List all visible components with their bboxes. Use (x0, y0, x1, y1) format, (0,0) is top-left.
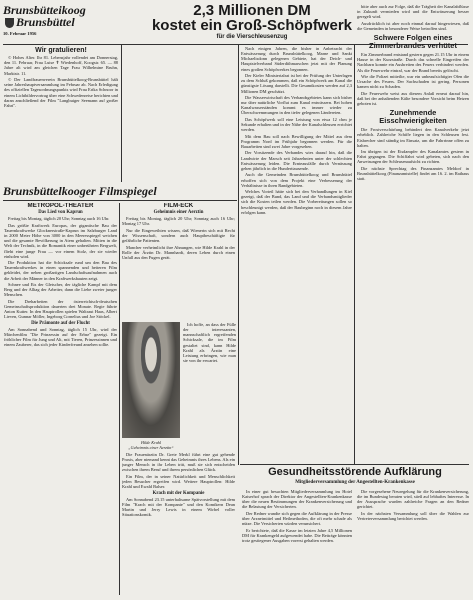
article-text: Die Feuerwehr weist aus diesem Anlaß erneut darauf hin, daß bei der anhaltenden Kälte besondere Vorsicht beim Heizen geboten ist. (357, 90, 469, 107)
article-text: Die nächste Sprechtag des Finanzamtes Meldorf in Brunsbüttelkoog (Finanzamtstelle) findet am 16. 2. im Rathaus statt. (357, 165, 469, 182)
article-text: Im übrigen ist der Eisdampfer des Kanalamtes gestern in Fahrt gegangen. Die Schiffahrt wird gebeten, sich nach den Anweisungen der Schleusenaufsicht zu richten. (357, 149, 469, 165)
metropol-text: Die Produktion hat die Schicksale rund um den Bau des Tauernkraftwerkes in einen spannenden und heiteren Film gekleidet, der neben großartigen Landschaftsaufnahmen auch die Arbeit der Männer in den Kraftwerksbauten zeigt. (4, 260, 117, 281)
filmeck-side-text (183, 322, 236, 442)
issue-date: 10. Februar 1956 (3, 31, 37, 37)
bottom-left-column (242, 489, 352, 595)
filmspiegel-heading: Brunsbüttelkooger Filmspiegel (3, 184, 157, 198)
filmeck-column (122, 203, 235, 320)
filmeck-lower-column (122, 452, 235, 595)
metropol-text: Freitag bis Montag, täglich 20 Uhr; Sonntag auch 16 Uhr. (8, 216, 110, 222)
bottom-right-column (357, 489, 469, 595)
article-text: Das Schöpfwerk soll eine Leistung von etwa 12 cbm je Sekunde erhalten und in der Nähe der Kanalschleusen errichtet werden. (241, 116, 352, 133)
town-crest-icon (5, 18, 14, 28)
article-text: Ein Zimmerbrand entstand gestern gegen 21.15 Uhr in einem Hause in der Kurzstraße. Durch das schnelle Eingreifen der Nachbarn konnte ein Ausbreiten des Feuers verhindert werden. Als die Feuerwehr eintraf, war der Brand bereits gelöscht. (357, 52, 469, 73)
left-top-column (4, 46, 118, 181)
gratulation-heading: Wir gratulieren! (35, 47, 87, 54)
section-rule (3, 200, 237, 201)
metropol-text: Schnee und Eis der Gletscher, der tägliche Kampf mit dem Berg und der Alltag der Arbeiter, dann die Liebe zweier junger Menschen. (4, 282, 117, 298)
article-text: Auch die Gemeinden Brunsbüttelkoog und Brunsbüttel erhoffen sich von dem Projekt eine Verbesserung der Verhältnisse in ihren Randgebieten. (241, 172, 352, 188)
metropol-film-title: Das Lied von Kaprun (38, 210, 83, 216)
fire-heading: Schwere Folgen eines Zimmerbrandes verhütet (369, 33, 457, 51)
masthead-line-2: Brunsbüttel (3, 16, 123, 28)
center-column (241, 46, 352, 464)
headline-line-2: kostet ein Groß-Schöpfwerk (151, 17, 353, 34)
metropol-heading-2: Die Prämonte auf der Flucht (31, 320, 90, 326)
filmeck-text: Mancher verheimlicht ihre Ahnungen, wie Hilde Krahl in der Rolle der Ärztin Dr. Mannhardt, deren Leben durch einen Unfall aus den Fugen gerät. (122, 244, 235, 260)
gratulation-text: © Hohes Alter. Ihr 81. Lebensjahr vollendet am Donnerstag, den 11. Februar, Frau Luise ✝ Wiedenhoff, Koogstr. 65. — 88 Jahre alt wird am gleichen Tage Frau Wilhelmine Bruhn, Marktstr. 11. (4, 55, 118, 76)
metropol-text: Am Sonnabend und Sonntag, täglich 15 Uhr, wird der Märchenfilm "Die Prinzessin auf der Erbse" gezeigt. Ein fröhlicher Film für Jung und Alt, mit Tieren, Prinzessinnen und einem Zauberer, das sich jeder Kinderfreund ansehen sollte. (4, 326, 117, 348)
filmeck-text: Ein Film, der in seiner Natürlichkeit und Menschlichkeit jeden Besucher ergreifen wird. Weitere Hauptrollen: Hilde Krahl und Ewald Balser. (122, 473, 235, 490)
landfrauen-text: © Der Landfrauenverein Brunsbüttelkoog-Brunsbüttel hält seine Jahreshauptversammlung im Februar ab. Nach Erledigung des offiziellen Tagesordnungspunkts wird Frau Erika Schnoor in einem Lichtbildervortrag über eine Schwedenreise berichten und daran anschließend der Film "Langbuiger Seemann auf großer Fahrt". (4, 77, 118, 108)
filmeck-text: Die Frauenärztin Dr. Grete Merkl führt eine gut gehende Praxis, aber niemand kennt das Geheimnis ihres Lebens. Als ein junger Mensch in ihr Leben tritt, muß sie sich entscheiden zwischen ihrem Beruf und ihrem persönlichen Glück. (122, 452, 235, 473)
photo-caption-film: „Geheimnis einer Aerztin“ (128, 445, 174, 450)
right-column (357, 4, 469, 464)
column-divider (354, 45, 355, 465)
filmeck-text: Freitag bis Montag, täglich 20 Uhr; Sonntag auch 16 Uhr; Montag 17 Uhr. (122, 216, 235, 227)
filmeck-text: Ich hoffe, an dass der Fülle der interessanten, mannschaftlich ergreifenden Schicksale, die im Film gestaltet sind, kann Hilde Krahl als Ärztin eine Leistung erbringen, wie man sie von ihr erwartet. (183, 322, 236, 364)
metropol-title: METROPOL-THEATER (27, 203, 94, 209)
article-text: In der nächsten Versammlung soll über die Wahlen zur Vertreterversammlung berichtet werden. (357, 510, 469, 522)
headline-subtitle: für die Vierschleusenzug (216, 34, 288, 40)
bottom-rule (240, 464, 469, 465)
article-text: Ausdrücklich ist aber noch einmal darauf hingewiesen, daß die Gemeinden in besonderer Weise betroffen sind. (357, 20, 469, 31)
actress-photo (122, 322, 180, 438)
column-divider (238, 45, 239, 465)
article-text: Mit dem Bau soll nach Bewilligung der Mittel aus dem Programm Nord im Frühjahr begonnen werden. Für die Bauarbeiten sind zwei Jahre vorgesehen. (241, 133, 352, 149)
article-text: Wie die Polizei mitteilte, war ein unbeaufsichtigter Ofen die Ursache des Feuers. Der Sachschaden ist gering. Personen kamen nicht zu Schaden. (357, 74, 469, 90)
article-text: In einer gut besuchten Mitgliederversammlung im Hotel Kaiserhof sprach der Direktor der Angestellten-Krankenkasse über die neuen Bestimmungen der Krankenversicherung und die Belastung der Versicherten. (242, 489, 352, 510)
metropol-column (4, 203, 117, 595)
column-divider (121, 45, 122, 182)
article-text: Der Kieler Ministerialrat ist bei der Prüfung der Unterlagen zu dem Schluß gekommen, daß ein Schöpfwerk am Kanal die günstigste Lösung darstellt. Die Gesamtkosten werden auf 2,3 Millionen DM geschätzt. (241, 73, 352, 94)
masthead (3, 4, 123, 36)
filmeck-title: FILM-ECK (163, 203, 194, 209)
article-text: Der Vorsitzende des Verbandes wies darauf hin, daß die Landwirte der Marsch seit Jahrzehnten unter der schlechten Entwässerung leiden. Die Ernteausfälle durch Vernässung gehen jährlich in die Hunderttausende. (241, 150, 352, 171)
filmeck-film-title: Geheimnis einer Aerztin (153, 210, 204, 216)
column-divider (119, 203, 120, 595)
main-headline (132, 3, 372, 33)
metropol-text: Die Dreharbeiten der österreichisch-deutschen Gemeinschaftsproduktion dauerten drei Monate. Regie führte Anton Kutter. In den Hauptrollen spielen Waltraut Haas, Albert Lieven, Gunnar Möller, Ingeborg Cornelius und Joe Stöckel. (4, 298, 117, 320)
masthead-line-1: Brunsbütteikoog (3, 3, 86, 17)
article-text: Die Frostverschärfung behindert den Kanalverkehr jetzt erheblich. Zahlreiche Schiffe liegen in den Schleusen fest. Eisbrecher sind ständig im Einsatz, um die Fahrrinne offen zu halten. (357, 127, 469, 148)
metropol-text: Das größte Kraftwerk Europas, der gigantische Bau der Tauernkraftwerke Glocknerstraße-Kaprun im Salzburger Land in 2000 Meter Höhe von 3000 in den Meeresspiegel weichen und die gesamte Bevölkerung in Atem gehalten. Mitten in die Welt der Technik, in die Romantik einer unberührten Bergwelt, flieht eine junge Frau — vor einem Stolz, der sie wieder einholen wird. (4, 222, 117, 259)
photo-caption-name: Hilde Krahl (140, 440, 162, 445)
article-text: Die vorgesehene Neuregelung für die Krankenversicherung, die im Bundestag beraten wird, stieß auf lebhaftes Interesse. In der Aussprache wurden zahlreiche Fragen an den Redner gerichtet. (357, 489, 469, 510)
article-text: Nach einigen Jahren, die bisher in Anbetracht der Entwässerung durch Brunsbüttelkoog, Marne und Sankt Michaelisdonn gelegenen Gebiete, hat der Deich- und Hauptsielverband Süderdithmarschen jetzt mit der Planung eines großen Schöpfwerkes begonnen. (241, 46, 352, 72)
headline-line-1: 2,3 Millionen DM (193, 2, 311, 19)
article-text: Er berichtete, daß die Kasse im letzten Jahre 4,5 Millionen DM für Krankengeld aufgewendet habe. Die Beiträge könnten trotz gestiegener Ausgaben vorerst gehalten werden. (242, 527, 352, 543)
photo-caption (122, 440, 180, 450)
article-text: bitte aber auch zur Folge, daß die Trägheit der Kanalabflüsse in Zukunft vermieden wird und die Entwässerung besser geregelt wird. (357, 4, 469, 20)
article-text: Der Redner wandte sich gegen die Aufklärung in der Presse über Arzneimittel und Heilmethoden, die oft mehr schade als nütze. Die Versicherten würden verunsichert. (242, 510, 352, 527)
article-text: Die Wasserwirtschaft des Verbandsgebietes kann sich bisher nur über natürliche Vorflut zum Kanal entwässern. Bei hohen Kanalwasserständen kommt es immer wieder zu Überschwemmungen in den tiefer gelegenen Ländereien. (241, 95, 352, 116)
ice-heading: Zunehmende Eisschwierigkeiten (379, 108, 447, 126)
komiker-heading: Krach mit der Kompanie (152, 490, 205, 496)
article-text: Welches Vorteil hätte sich bei den Verhandlungen in Kiel gezeigt, daß der Bund, das Land und die Verbandsmitglieder sich die Kosten teilen werden. Die Vorbereitungen sollen so beschleunigt werden, daß der Baubeginn noch in diesem Jahre erfolgen kann. (241, 189, 352, 215)
filmeck-text: Nur die Eingeweihten wissen, daß Wienerin sich mit Recht der Wissenschaft, sondern auch Hauptbeschäftigte für gefährliche Patienten. (122, 227, 235, 244)
bottom-subtitle: Mitgliederversammlung der Angestellten-Krankenkasse (295, 480, 415, 485)
bottom-headline: Gesundheitsstörende Aufklärung (268, 466, 442, 478)
filmeck-text: Am Sonnabend 23.15 unterhaltsame Spätvorstellung mit dem Film "Krach mit der Kompanie" und den Komikern Dean Martin und Jerry Lewis in einem Wirbel voller Situationskomik. (122, 496, 235, 518)
